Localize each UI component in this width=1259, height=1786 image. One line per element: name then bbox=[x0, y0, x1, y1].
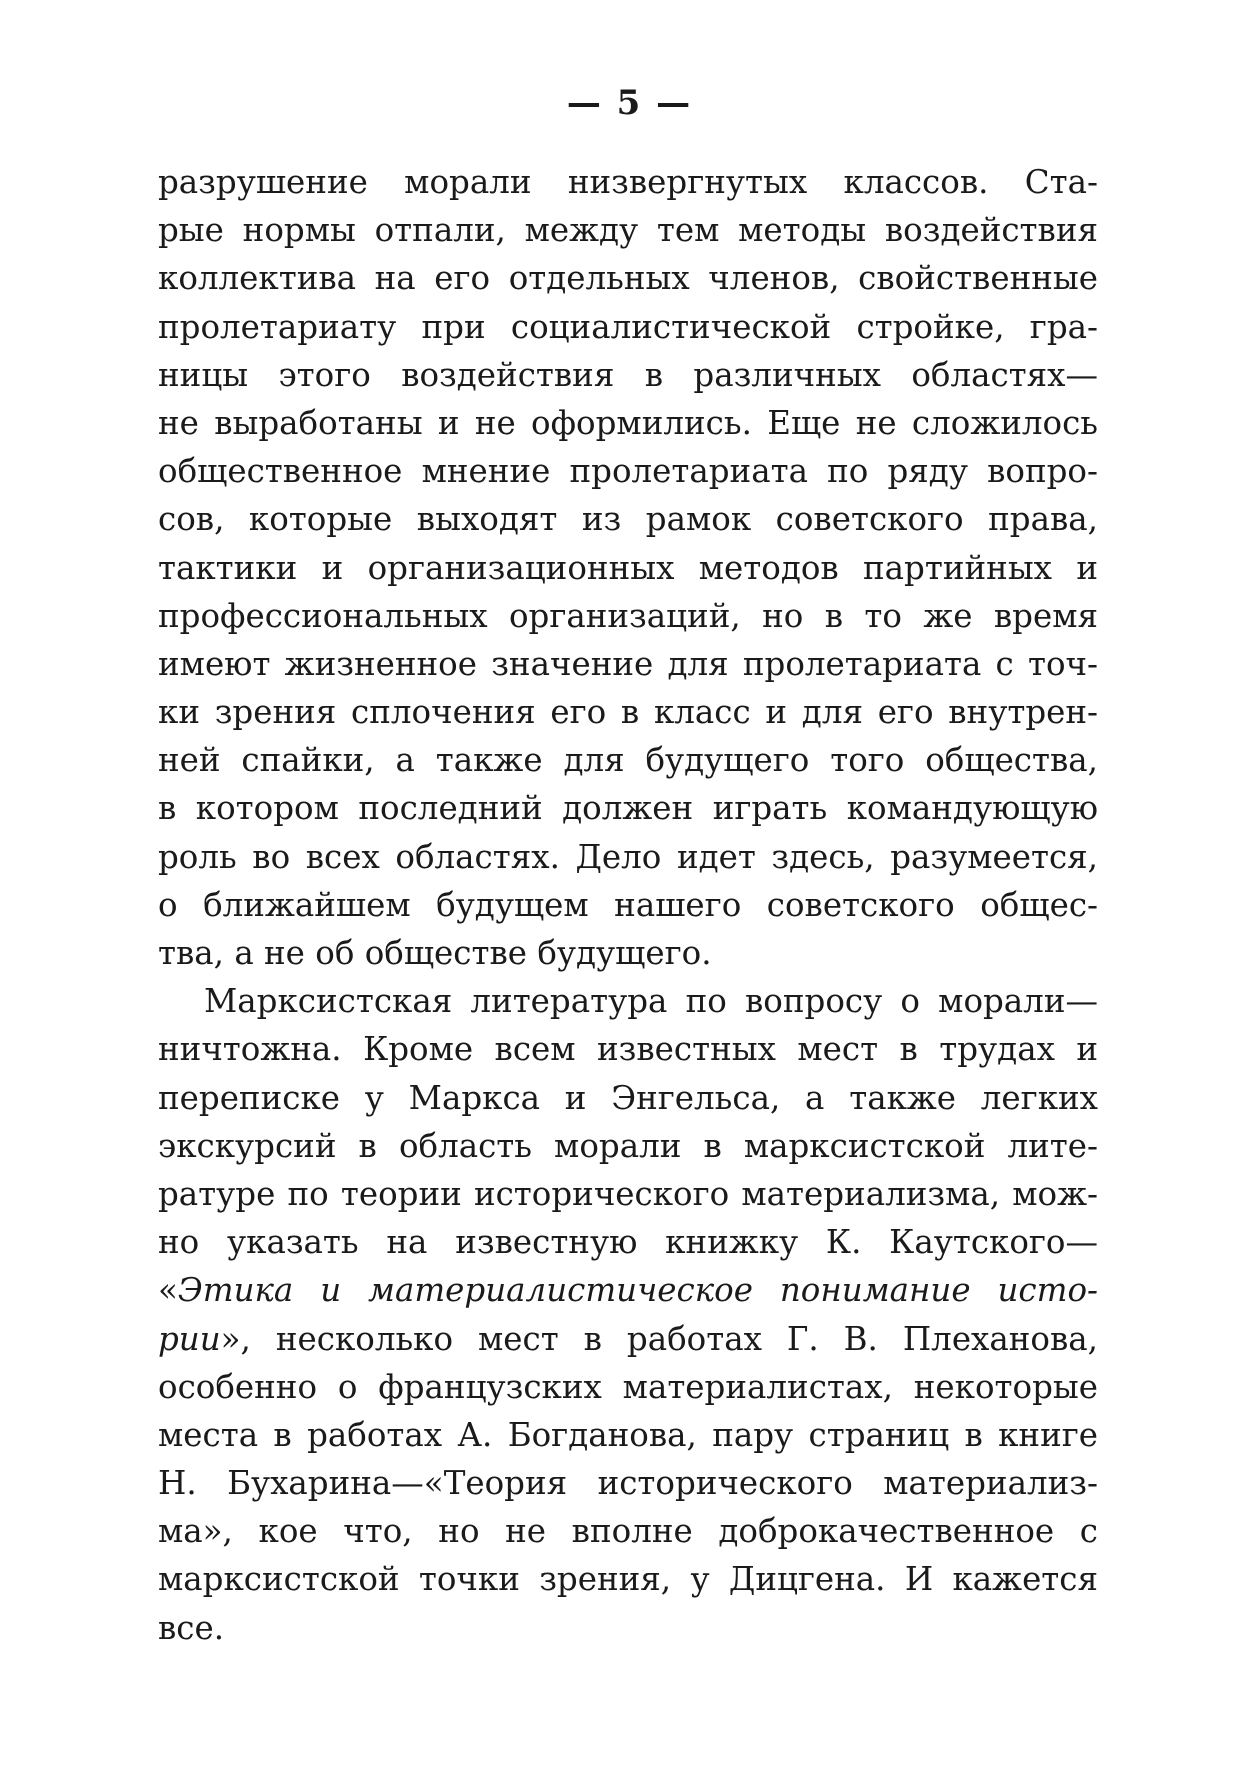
text-line bbox=[158, 1170, 1098, 1218]
text-segment: Марксистская литература по вопросу о морали— bbox=[204, 982, 1098, 1021]
body-text bbox=[158, 158, 1098, 1652]
text-segment: коллектива на его отдельных членов, свойственные bbox=[158, 259, 1098, 298]
text-segment: разрушение морали низвергнутых классов. Ста- bbox=[158, 163, 1098, 201]
text-segment: ней спайки, а также для будущего того общества, bbox=[158, 741, 1098, 780]
text-line bbox=[158, 1604, 1098, 1652]
text-line bbox=[158, 977, 1098, 1025]
text-segment: но указать на известную книжку К. Каутского— bbox=[158, 1223, 1098, 1262]
text-line bbox=[158, 833, 1098, 881]
text-line bbox=[158, 544, 1098, 592]
paragraph bbox=[158, 158, 1098, 977]
text-segment: », несколько мест в работах Г. В. Плеханова, bbox=[220, 1319, 1098, 1358]
italic-text: Этика и материалистическое понимание исто- bbox=[177, 1271, 1098, 1310]
text-segment: общественное мнение пролетариата по ряду вопро- bbox=[158, 452, 1098, 491]
text-line bbox=[158, 640, 1098, 688]
page-number: — 5 — bbox=[566, 83, 693, 123]
text-segment: Н. Бухарина—«Теория исторического материализ- bbox=[158, 1464, 1098, 1503]
text-line bbox=[158, 736, 1098, 784]
text-line bbox=[158, 784, 1098, 832]
text-line bbox=[158, 1122, 1098, 1170]
text-segment: ма», кое что, но не вполне доброкачественное с bbox=[158, 1512, 1098, 1551]
text-line bbox=[158, 881, 1098, 929]
text-segment: особенно о французских материалистах, некоторые bbox=[158, 1367, 1098, 1406]
text-segment: тва, а не об обществе будущего. bbox=[158, 934, 712, 972]
text-line bbox=[158, 447, 1098, 495]
text-segment: имеют жизненное значение для пролетариата с точ- bbox=[158, 644, 1098, 683]
text-segment: не выработаны и не оформились. Еще не сложилось bbox=[158, 403, 1098, 442]
text-line bbox=[158, 399, 1098, 447]
text-segment: профессиональных организаций, но в то же время bbox=[158, 596, 1098, 635]
text-segment: роль во всех областях. Дело идет здесь, разумеется, bbox=[158, 837, 1098, 876]
text-segment: сов, которые выходят из рамок советского права, bbox=[158, 500, 1098, 539]
text-line bbox=[158, 158, 1098, 206]
paragraph bbox=[158, 977, 1098, 1652]
text-line bbox=[158, 1025, 1098, 1073]
text-segment: ратуре по теории исторического материализма, мож- bbox=[158, 1174, 1098, 1213]
text-segment: ки зрения сплочения его в класс и для его внутрен- bbox=[158, 693, 1098, 732]
text-segment: экскурсий в область морали в марксистской лите- bbox=[158, 1126, 1098, 1165]
text-segment: рые нормы отпали, между тем методы воздействия bbox=[158, 211, 1098, 250]
text-segment: пролетариату при социалистической стройке, гра- bbox=[158, 307, 1098, 346]
text-line bbox=[158, 1507, 1098, 1555]
italic-text: рии bbox=[158, 1319, 221, 1358]
text-line bbox=[158, 254, 1098, 302]
text-line bbox=[158, 1218, 1098, 1266]
text-line bbox=[158, 688, 1098, 736]
text-segment: переписке у Маркса и Энгельса, а также легких bbox=[158, 1078, 1098, 1117]
text-segment: ничтожна. Кроме всем известных мест в трудах и bbox=[158, 1030, 1098, 1069]
text-line bbox=[158, 1411, 1098, 1459]
text-line bbox=[158, 592, 1098, 640]
text-line bbox=[158, 929, 1098, 977]
text-line bbox=[158, 1459, 1098, 1507]
text-segment: все. bbox=[158, 1608, 225, 1647]
text-line bbox=[158, 1074, 1098, 1122]
text-line bbox=[158, 206, 1098, 254]
text-segment: ницы этого воздействия в различных областях— bbox=[158, 355, 1098, 394]
text-segment: в котором последний должен играть командующую bbox=[158, 789, 1098, 828]
text-segment: места в работах А. Богданова, пару страниц в книге bbox=[158, 1415, 1098, 1454]
text-line bbox=[158, 1315, 1098, 1363]
text-line bbox=[158, 1266, 1098, 1314]
text-line bbox=[158, 1363, 1098, 1411]
text-segment: тактики и организационных методов партийных и bbox=[158, 548, 1098, 587]
text-segment: о ближайшем будущем нашего советского общес- bbox=[158, 885, 1098, 924]
text-segment: « bbox=[158, 1271, 178, 1310]
text-line bbox=[158, 351, 1098, 399]
text-line bbox=[158, 303, 1098, 351]
text-segment: марксистской точки зрения, у Дицгена. И кажется bbox=[158, 1560, 1098, 1599]
text-line bbox=[158, 495, 1098, 543]
text-line bbox=[158, 1555, 1098, 1603]
